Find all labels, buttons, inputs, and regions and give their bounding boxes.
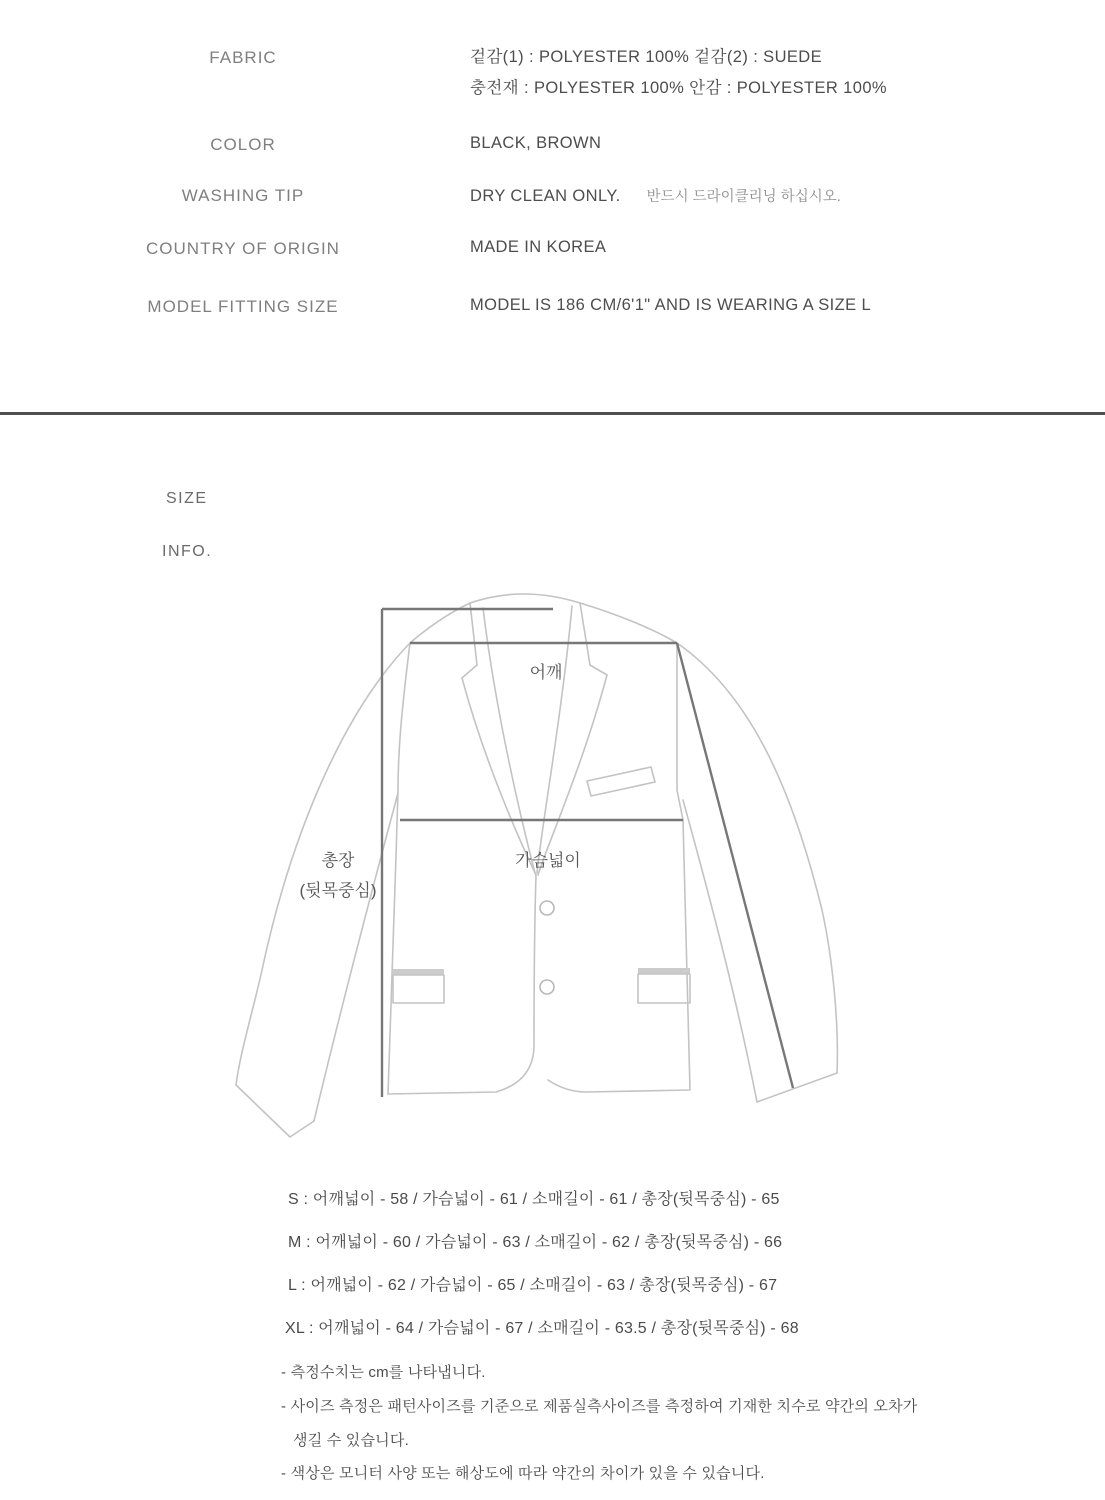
- spec-value-fabric-line2: 충전재 : POLYESTER 100% 안감 : POLYESTER 100%: [470, 79, 887, 97]
- washing-tip-note: 반드시 드라이클리닝 하십시오.: [646, 189, 841, 205]
- washing-tip-value: DRY CLEAN ONLY.: [470, 187, 621, 205]
- size-note-3: - 색상은 모니터 사양 또는 해상도에 따라 약간의 차이가 있을 수 있습니다.: [281, 1465, 765, 1482]
- spec-value-fabric-line1: 겉감(1) : POLYESTER 100% 겉감(2) : SUEDE: [470, 48, 823, 66]
- spec-label-fabric: FABRIC: [209, 48, 277, 67]
- size-info-heading-info: INFO.: [162, 543, 213, 560]
- diagram-label-shoulder: 어깨: [529, 663, 563, 682]
- spec-value-color: BLACK, BROWN: [470, 134, 602, 152]
- spec-label-country: COUNTRY OF ORIGIN: [146, 239, 340, 258]
- diagram-label-chest: 가슴넓이: [515, 851, 581, 870]
- size-info-heading-size: SIZE: [166, 490, 208, 507]
- size-note-2: - 사이즈 측정은 패턴사이즈를 기준으로 제품실측사이즈를 측정하여 기재한 치수로 약간의 오차가: [281, 1398, 918, 1415]
- section-divider: [0, 412, 1105, 415]
- diagram-label-length-1: 총장: [321, 851, 355, 870]
- size-note-2-cont: 생길 수 있습니다.: [293, 1432, 409, 1449]
- spec-value-washing-tip: [470, 185, 841, 206]
- sleeve-measure-line: [677, 643, 793, 1088]
- diagram-label-length-2: (뒷목중심): [299, 881, 377, 900]
- size-note-1: - 측정수치는 cm를 나타냅니다.: [281, 1364, 486, 1381]
- spec-label-model-fitting: MODEL FITTING SIZE: [147, 297, 339, 316]
- size-row-l: L : 어깨넓이 - 62 / 가슴넓이 - 65 / 소매길이 - 63 / 총장(뒷목중심) - 67: [288, 1277, 778, 1294]
- size-row-xl: XL : 어깨넓이 - 64 / 가슴넓이 - 67 / 소매길이 - 63.5 / 총장(뒷목중심) - 68: [285, 1320, 799, 1337]
- spec-value-model-fitting: MODEL IS 186 CM/6'1" AND IS WEARING A SIZE L: [470, 296, 872, 314]
- spec-label-washing-tip: WASHING TIP: [181, 186, 305, 205]
- spec-value-country: MADE IN KOREA: [470, 238, 607, 256]
- size-row-s: S : 어깨넓이 - 58 / 가슴넓이 - 61 / 소매길이 - 61 / 총장(뒷목중심) - 65: [288, 1191, 780, 1208]
- size-row-m: M : 어깨넓이 - 60 / 가슴넓이 - 63 / 소매길이 - 62 / 총장(뒷목중심) - 66: [288, 1234, 783, 1251]
- spec-label-color: COLOR: [210, 135, 276, 154]
